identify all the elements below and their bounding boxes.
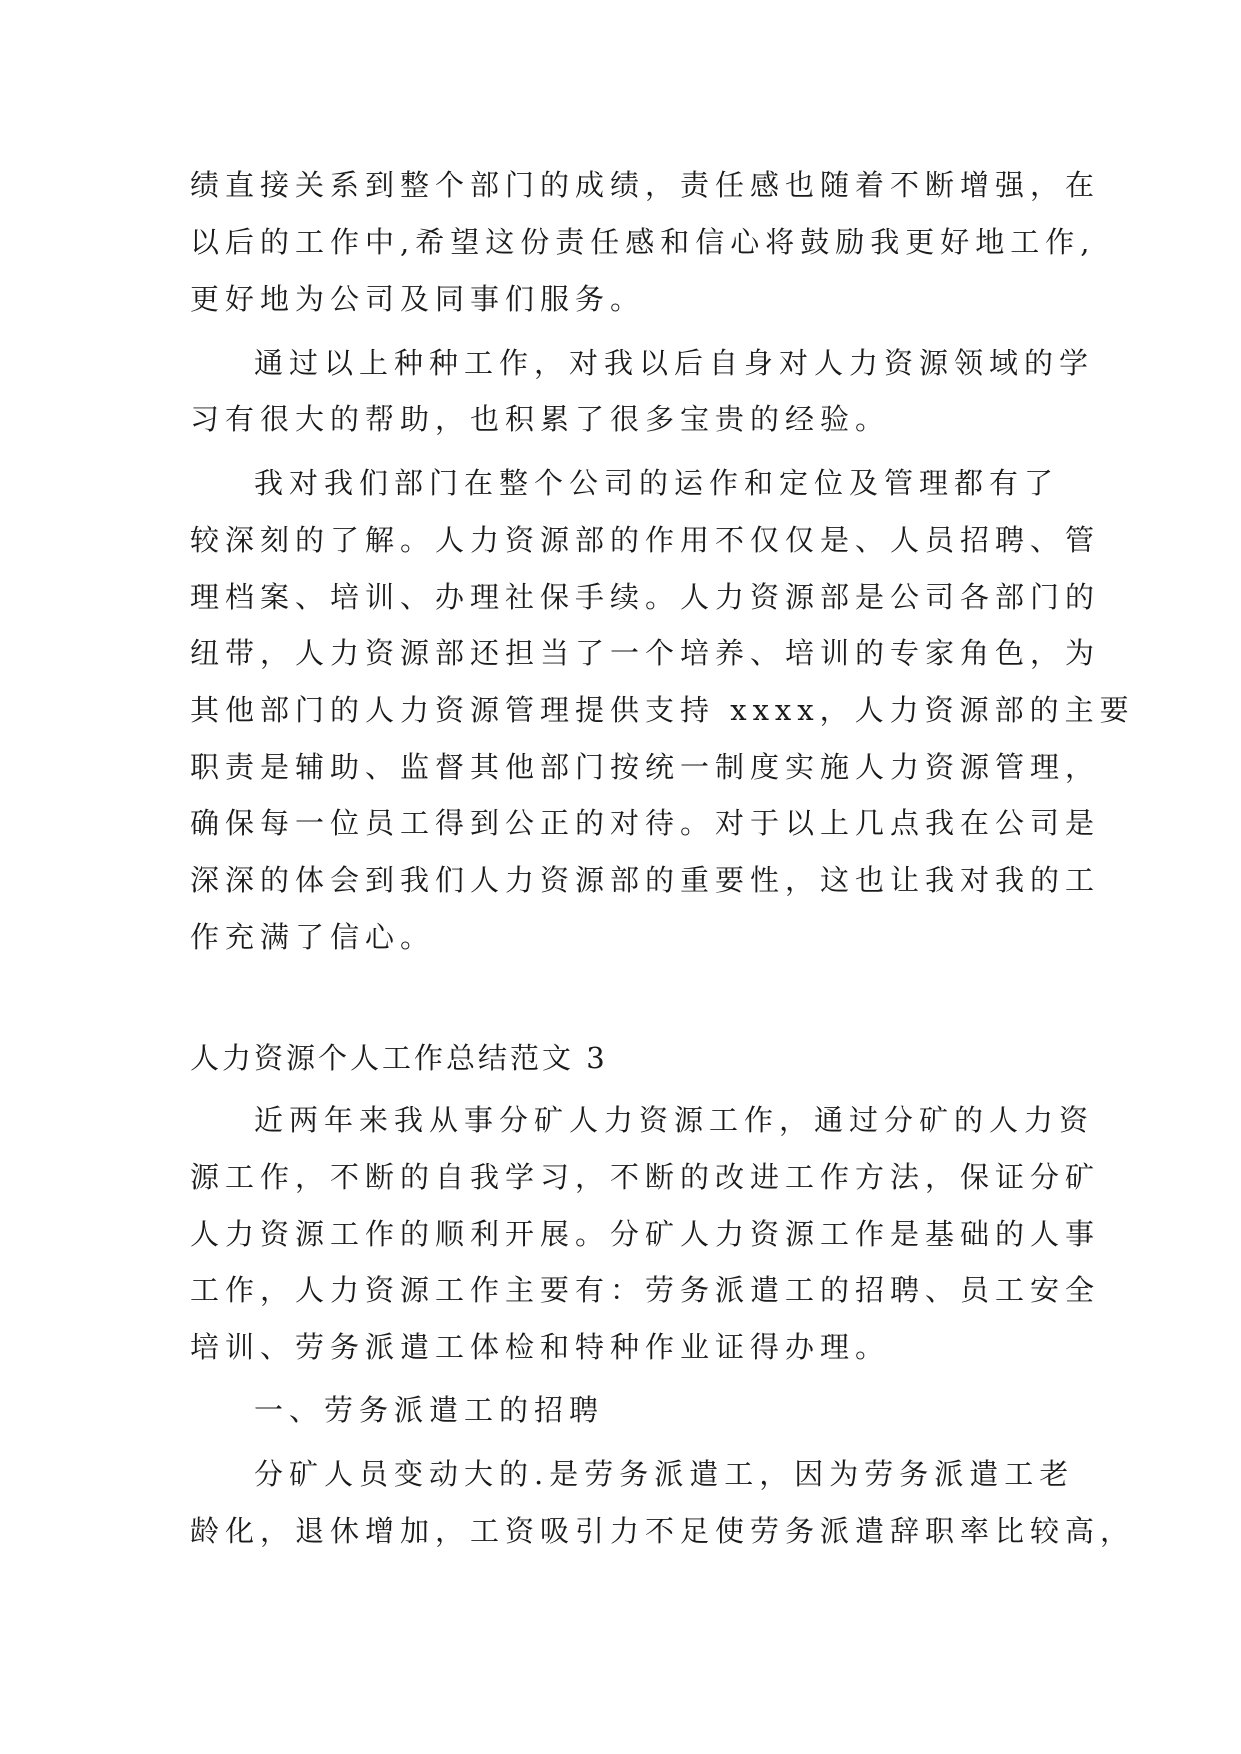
text-line: 理档案、培训、办理社保手续。人力资源部是公司各部门的 [190,580,1101,614]
text-line: 职责是辅助、监督其他部门按统一制度实施人力资源管理， [190,750,1101,784]
text-line: 人力资源工作的顺利开展。分矿人力资源工作是基础的人事 [190,1217,1101,1251]
text-line: 源工作，不断的自我学习，不断的改进工作方法，保证分矿 [190,1160,1101,1194]
text-line: 近两年来我从事分矿人力资源工作，通过分矿的人力资 [254,1103,1095,1137]
subheading-recruitment: 一、劳务派遣工的招聘 [254,1393,605,1427]
text-line: 习有很大的帮助，也积累了很多宝贵的经验。 [190,402,891,436]
text-line: 较深刻的了解。人力资源部的作用不仅仅是、人员招聘、管 [190,523,1101,557]
text-line: 工作，人力资源工作主要有：劳务派遣工的招聘、员工安全 [190,1273,1101,1307]
text-line: 纽带，人力资源部还担当了一个培养、培训的专家角色，为 [190,636,1101,670]
text-line: 其他部门的人力资源管理提供支持 xxxx，人力资源部的主要 [190,693,1135,727]
text-line: 龄化，退休增加，工资吸引力不足使劳务派遣辞职率比较高， [190,1514,1136,1548]
text-line: 通过以上种种工作，对我以后自身对人力资源领域的学 [254,346,1095,380]
text-line: 作充满了信心。 [190,920,436,954]
text-line: 更好地为公司及同事们服务。 [190,282,646,316]
section-title: 人力资源个人工作总结范文 3 [190,1041,608,1075]
text-line: 我对我们部门在整个公司的运作和定位及管理都有了 [254,466,1060,500]
text-line: 确保每一位员工得到公正的对待。对于以上几点我在公司是 [190,806,1101,840]
text-line: 分矿人员变动大的.是劳务派遣工，因为劳务派遣工老 [254,1457,1075,1491]
text-line: 培训、劳务派遣工体检和特种作业证得办理。 [190,1330,891,1364]
text-line: 深深的体会到我们人力资源部的重要性，这也让我对我的工 [190,863,1101,897]
text-line: 绩直接关系到整个部门的成绩，责任感也随着不断增强，在 [190,168,1101,202]
text-line: 以后的工作中,希望这份责任感和信心将鼓励我更好地工作, [190,225,1096,259]
